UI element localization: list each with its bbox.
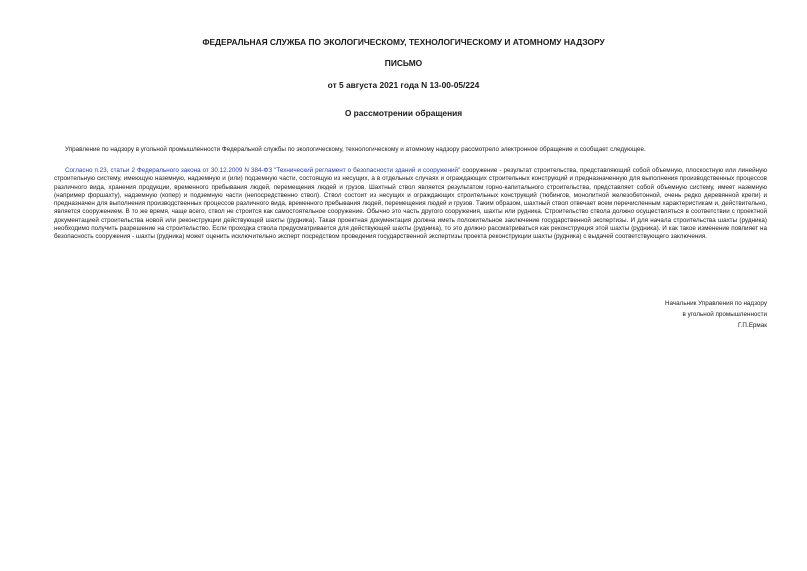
date-number-heading: от 5 августа 2021 года N 13-00-05/224 [327,80,480,90]
intro-paragraph: Управление по надзору в угольной промышленности Федеральной службы по экологическому, технологическому и атомному надзору рассмотрело электронное обращение и сообщает следующее. [65,146,646,153]
agency-heading: ФЕДЕРАЛЬНАЯ СЛУЖБА ПО ЭКОЛОГИЧЕСКОМУ, ТЕХНОЛОГИЧЕСКОМУ И АТОМНОМУ НАДЗОРУ [202,37,605,47]
signature-position-line2: в угольной промышленности [682,311,767,318]
document-type-heading: ПИСЬМО [384,58,423,68]
law-reference-link[interactable]: Согласно п.23, статьи 2 Федерального закона от 30.12.2009 N 384-ФЗ "Технический регламент о безопасности зданий и сооружений" [65,167,461,174]
signature-name: Г.П.Ермак [738,322,767,329]
body-paragraph [54,167,767,242]
body-paragraph-text: сооружение - результат строительства, представляющий собой объемную, плоскостную или линейную строительную систему, имеющую наземную, надземную и (или) подземную части, состоящую из несущих, а в отдельных случаях и ограждающих строительных конструкций и предназначенную для выполнения производственных процессов различного вида, хранения продукции, временного пребывания людей, перемещения людей и грузов. Шахтный ствол является результатом горно-капитального строительства, представляет собой объемную систему, имеет наземную (например форшахту), надземную (копер) и подземную части (непосредственно ствол). Ствол состоит из несущих и ограждающих строительных конструкций (тюбингов, монолитной железобетонной, очень редко деревянной крепи) и предназначен для выполнения производственных процессов различного вида, временного пребывания людей, перемещения людей и грузов. Таким образом, шахтный ствол отвечает всем перечисленным характеристикам и, действительно, является сооружением. В то же время, чаще всего, ствол не строится как самостоятельное сооружение. Обычно это часть другого сооружения, шахты или рудника. Строительство ствола должно осуществляться в соответствии с проектной документацией строительства новой или реконструкции действующей шахты (рудника). Такая проектная документация должна иметь положительное заключение государственной экспертизы. И для начала строительства шахты (рудника) необходимо получить разрешение на строительство. Если проходка ствола предусматривается для действующей шахты (рудника), то это должно рассматриваться как реконструкция этой шахты (рудника). И как такое изменение повлияет на безопасность сооружения - шахты (рудника) может оценить исключительно эксперт посредством проведения государственной экспертизы проекта реконструкции шахты (рудника) с выдачей соответствующего заключения. [54,167,767,241]
signature-position-line1: Начальник Управления по надзору [664,300,767,307]
subject-heading: О рассмотрении обращения [344,108,463,118]
